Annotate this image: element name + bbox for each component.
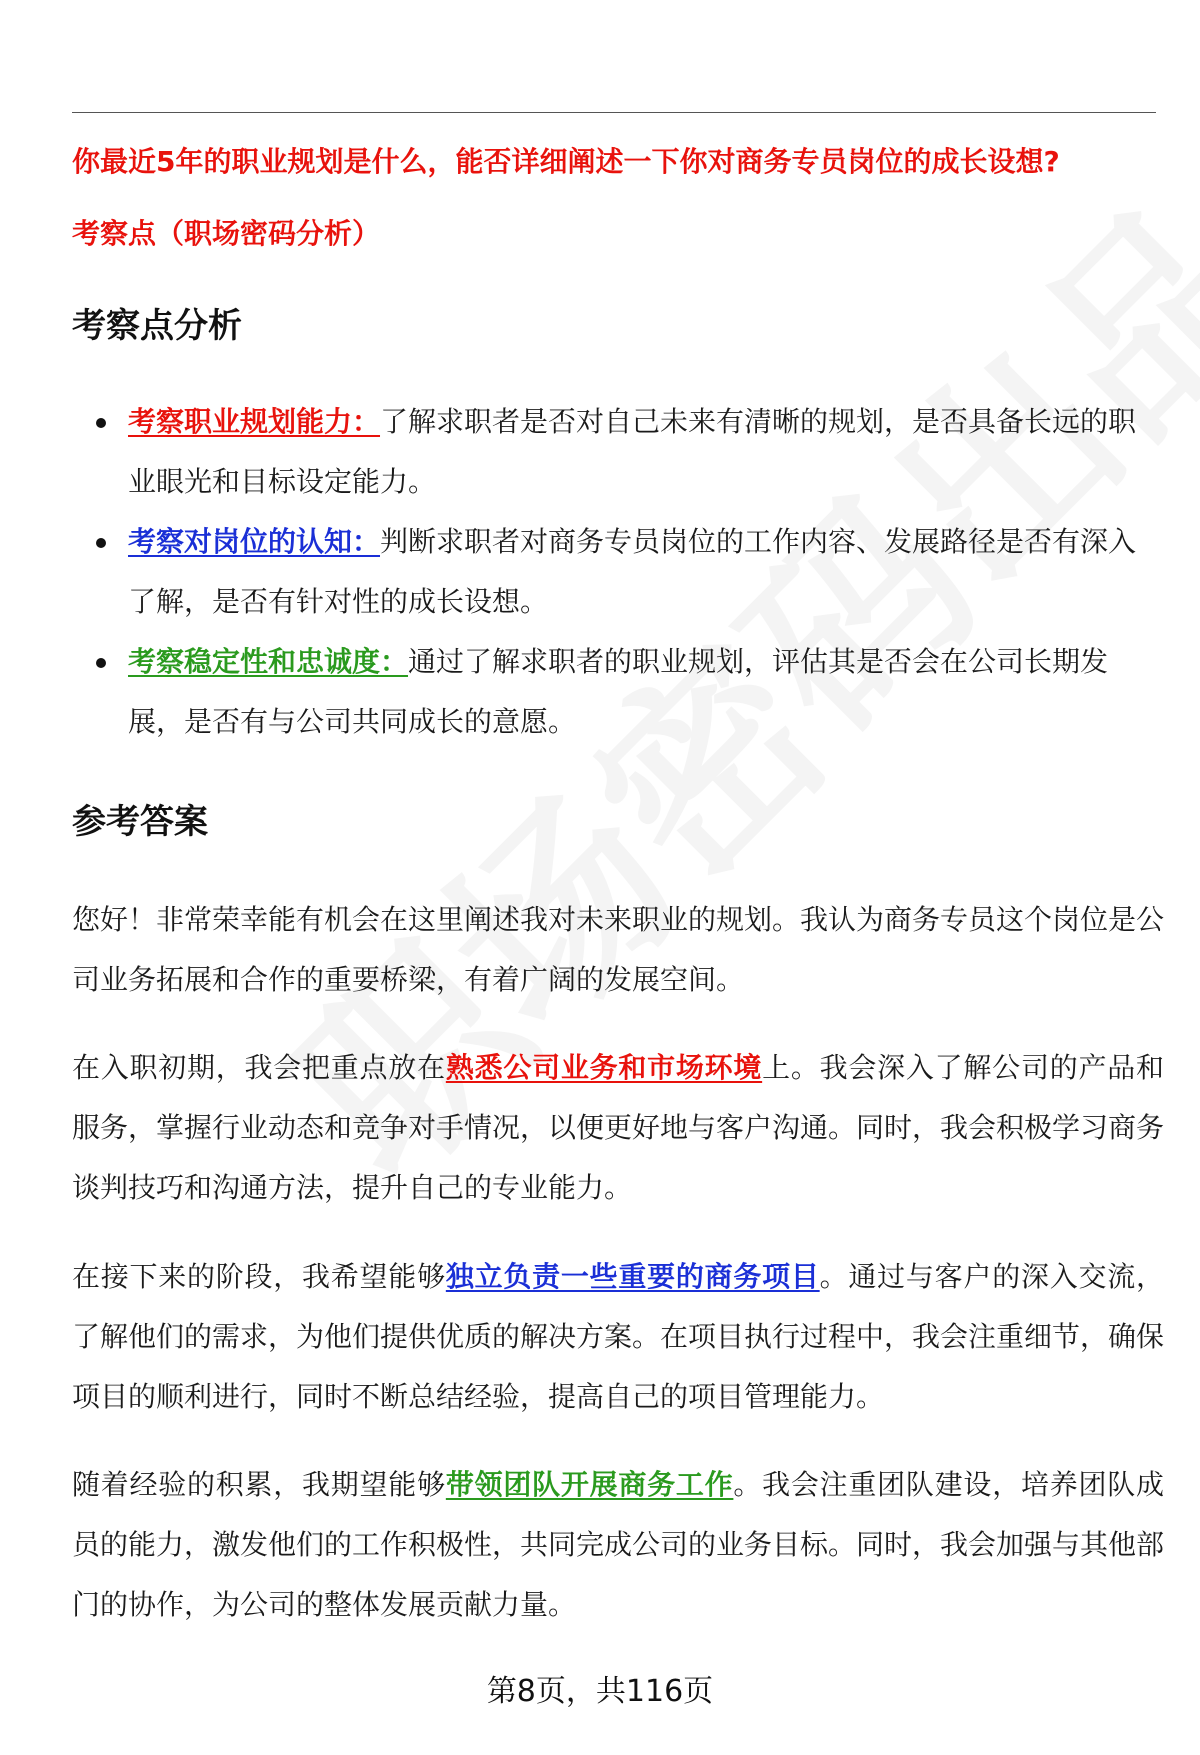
top-divider	[72, 112, 1156, 113]
paragraph-text: 在入职初期，我会把重点放在	[72, 1051, 446, 1084]
answer-paragraph	[72, 1455, 1164, 1635]
bullet-icon	[96, 658, 106, 668]
paragraph-highlight: 熟悉公司业务和市场环境	[445, 1051, 763, 1084]
paragraph-text: 。通过与客户的深入交流，了解他们的需求，为他们提供优质的解决方案。在项目执行过程中，我会注重细节，确保项目的顺利进行，同时不断总结经验，提高自己的项目管理能力。	[72, 1260, 1165, 1413]
question-title: 你最近5年的职业规划是什么，能否详细阐述一下你对商务专员岗位的成长设想?	[72, 145, 1060, 178]
answer-paragraph	[72, 890, 1164, 1010]
paragraph-text: 您好！非常荣幸能有机会在这里阐述我对未来职业的规划。我认为商务专员这个岗位是公司业务拓展和合作的重要桥梁，有着广阔的发展空间。	[72, 903, 1165, 996]
paragraph-text: 。我会注重团队建设，培养团队成员的能力，激发他们的工作积极性，共同完成公司的业务目标。同时，我会加强与其他部门的协作，为公司的整体发展贡献力量。	[72, 1468, 1165, 1621]
paragraph-highlight: 独立负责一些重要的商务项目	[445, 1260, 820, 1293]
paragraph-text: 随着经验的积累，我期望能够	[72, 1468, 446, 1501]
bullet-icon	[96, 418, 106, 428]
page-number: 第8页，共116页	[486, 1674, 714, 1709]
paragraph-text: 上。我会深入了解公司的产品和服务，掌握行业动态和竞争对手情况，以便更好地与客户沟通。同时，我会积极学习商务谈判技巧和沟通方法，提升自己的专业能力。	[72, 1051, 1165, 1204]
point-text: 判断求职者对商务专员岗位的工作内容、发展路径是否有深入了解，是否有针对性的成长设想。	[128, 525, 1137, 618]
list-item	[72, 512, 1162, 632]
analysis-list	[72, 392, 1162, 752]
point-label: 考察稳定性和忠诚度：	[128, 645, 409, 678]
point-text: 了解求职者是否对自己未来有清晰的规划，是否具备长远的职业眼光和目标设定能力。	[128, 405, 1137, 498]
list-item	[72, 392, 1162, 512]
answer-paragraph	[72, 1247, 1164, 1427]
paragraph-text: 在接下来的阶段，我希望能够	[72, 1260, 446, 1293]
paragraph-highlight: 带领团队开展商务工作	[445, 1468, 734, 1501]
point-label: 考察对岗位的认知：	[128, 525, 381, 558]
list-item	[72, 632, 1162, 752]
answer-paragraph	[72, 1038, 1164, 1218]
sub-title: 考察点（职场密码分析）	[72, 217, 381, 250]
point-label: 考察职业规划能力：	[128, 405, 381, 438]
answer-heading: 参考答案	[72, 802, 208, 842]
point-text: 通过了解求职者的职业规划，评估其是否会在公司长期发展，是否有与公司共同成长的意愿。	[128, 645, 1109, 738]
bullet-icon	[96, 538, 106, 548]
analysis-heading: 考察点分析	[72, 306, 242, 346]
